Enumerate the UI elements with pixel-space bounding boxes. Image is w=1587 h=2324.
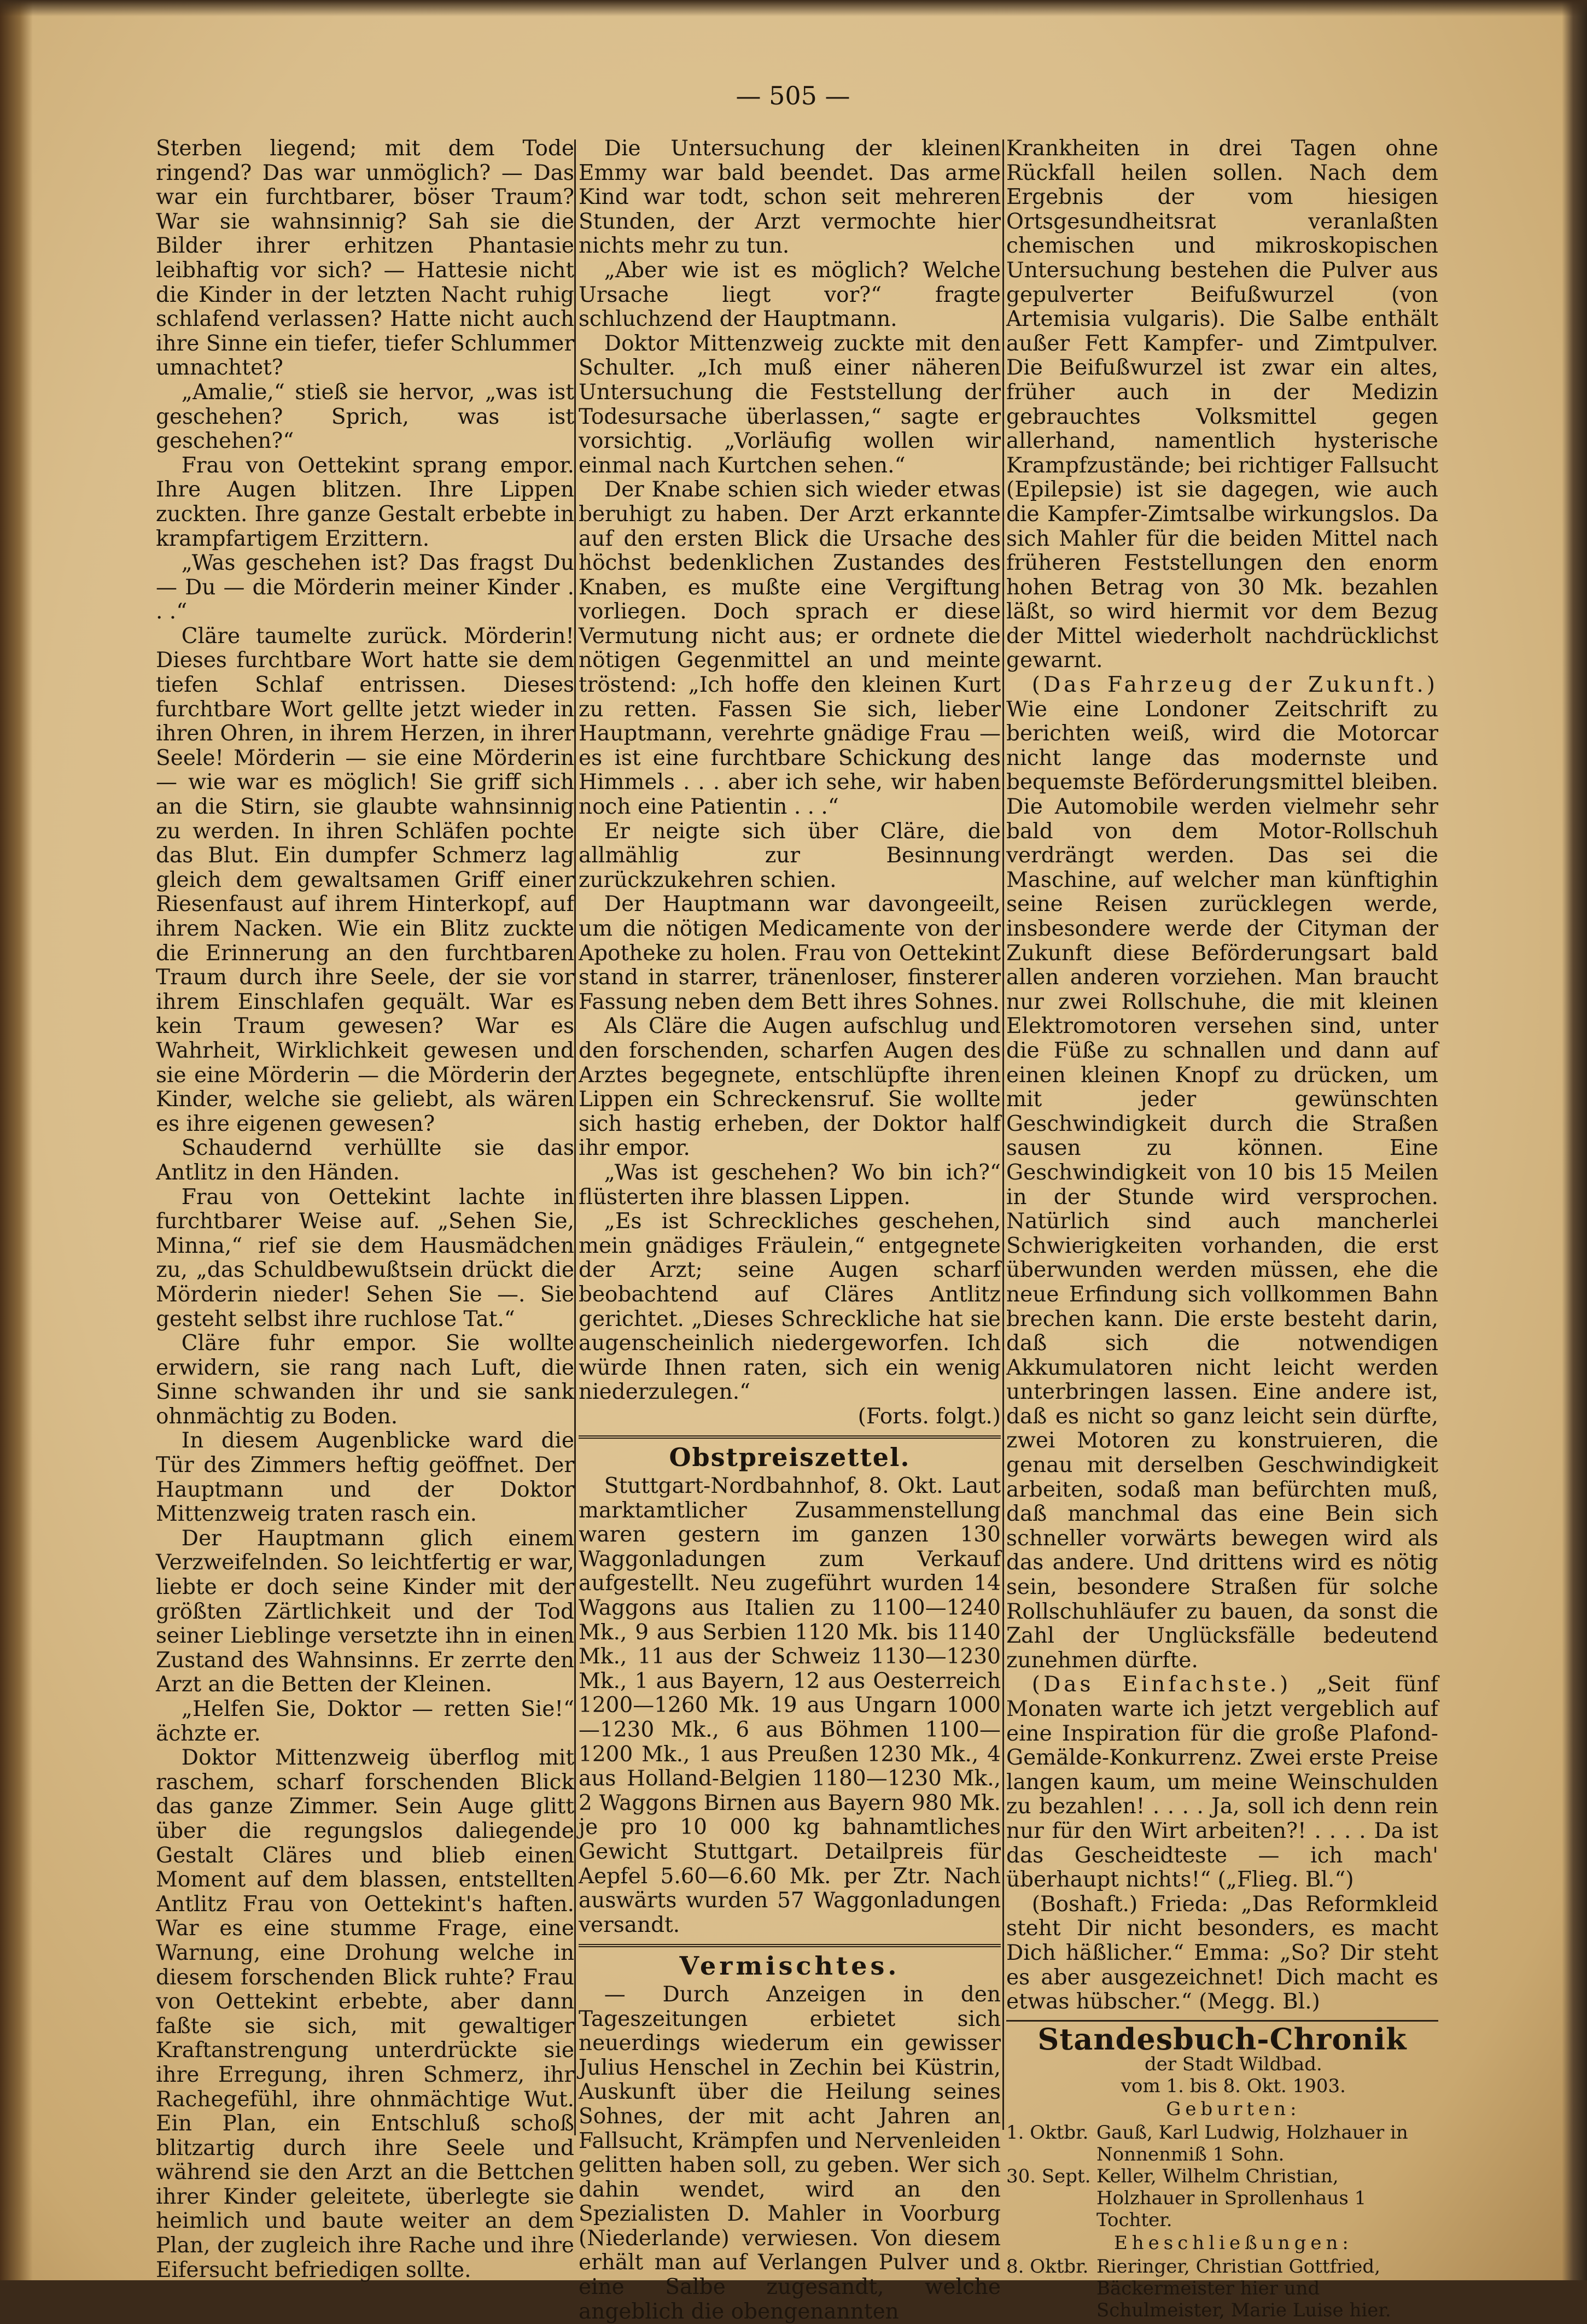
section-divider [579, 1435, 1001, 1439]
fahrzeug-label: (Das Fahrzeug der Zukunft.) [1031, 673, 1438, 698]
column-rule-1 [574, 139, 576, 2135]
story-continued-note: (Forts. folgt.) [857, 1404, 1001, 1429]
chronik-entry [1006, 2122, 1438, 2165]
story-paragraph: „Amalie,“ stieß sie hervor, „was ist geschehen? Sprich, was ist geschehen?“ [156, 379, 574, 454]
story-paragraph: Doktor Mittenzweig überflog mit raschem, scharf forschenden Blick das ganze Zimmer. Sein Auge glitt über die regungslos daliegende Gestalt Cläres und blieb einen Moment auf dem blassen, entstellten Antlitz Frau von Oettekint's haften. War es eine stumme Frage, eine Warnung, eine Drohung welche in diesem forschenden Blick ruhte? Frau von Oettekint erbebte, aber dann faßte sie sich, mit gewaltiger Kraftanstrengung unterdrückte sie ihre Erregung, ihren Schmerz, ihr Rachegefühl, ihre ohnmächtige Wut. Ein Plan, ein Entschluß schoß blitzartig durch ihre Seele und während sie den Arzt an die Bettchen ihrer Kinder geleitete, überlegte sie heimlich und baute weiter an dem Plan, der zugleich ihre Rache und ihre Eifersucht befriedigen sollte. [156, 1745, 574, 2282]
page-edge-shadow [1562, 0, 1587, 2280]
section-divider [579, 1944, 1001, 1947]
story-paragraph: Als Cläre die Augen aufschlug und den forschenden, scharfen Augen des Arztes begegnete, entschlüpfte ihren Lippen ein Schreckensruf. Sie wollte sich hastig erheben, der Doktor half ihr empor. [579, 1014, 1001, 1161]
vermischtes-paragraph: — Durch Anzeigen in den Tageszeitungen erbietet sich neuerdings wiederum ein gewisser Julius Henschel in Zechin bei Küstrin, Auskunft über die Heilung seines Sohnes, der mit acht Jahren an Fallsucht, Krämpfen und Nervenleiden gelitten haben soll, zu geben. Wer sich dahin wendet, wird an den Spezialisten D. Mahler in Voorburg (Niederlande) verwiesen. Von diesem erhält man auf Verlangen Pulver und eine Salbe zugesandt, welche angeblich die obengenannten [579, 1982, 1001, 2324]
page-spine-shadow [0, 0, 33, 2280]
boshaft-text: Frieda: „Das Reformkleid steht Dir nicht besonders, es macht Dich häßlicher.“ Emma: „So? Dir steht es aber ausgezeichnet! Dich macht es etwas hübscher.“ [1006, 1891, 1438, 2014]
entry-text: Keller, Wilhelm Christian, Holzhauer in Sprollenhaus 1 Tochter. [1096, 2165, 1367, 2231]
vermischtes-continuation: Krankheiten in drei Tagen ohne Rückfall heilen sollen. Nach dem Ergebnis der vom hiesigen Ortsgesundheitsrat veranlaßten chemischen und mikroskopischen Untersuchung bestehen die Pulver aus gepulverter Beifußwurzel (von Artemisia vulgaris). Die Salbe enthält außer Fett Kampfer- und Zimtpulver. Die Beifußwurzel ist zwar ein altes, früher auch in der Medizin gebrauchtes Volksmittel gegen allerhand, namentlich hysterische Krampfzustände; bei richtiger Fallsucht (Epilepsie) ist sie dagegen, wie auch die Kampfer-Zimtsalbe wirkungslos. Da sich Mahler für die beiden Mittel nach früheren Feststellungen den enorm hohen Betrag von 30 Mk. bezahlen läßt, so wird hiermit vor dem Bezug der Mittel wiederholt nachdrücklichst gewarnt. [1006, 136, 1438, 673]
column-3 [1006, 137, 1438, 2321]
page-top-edge [0, 0, 1587, 16]
chronik-town: der Stadt Wildbad. [1144, 2053, 1322, 2076]
entry-date: 8. Oktbr. [1006, 2255, 1089, 2278]
entry-date: 30. Sept. [1006, 2165, 1091, 2187]
story-paragraph: Schaudernd verhüllte sie das Antlitz in den Händen. [156, 1136, 574, 1185]
story-paragraph: „Aber wie ist es möglich? Welche Ursache liegt vor?“ fragte schluchzend der Hauptmann. [579, 258, 1001, 332]
story-paragraph: Die Untersuchung der kleinen Emmy war bald beendet. Das arme Kind war todt, schon seit mehreren Stunden, der Arzt vermochte hier nichts mehr zu tun. [579, 136, 1001, 259]
story-paragraph: „Was geschehen ist? Das fragst Du — Du — die Mörderin meiner Kinder . . .“ [156, 551, 574, 624]
chronik-entry [1006, 2165, 1438, 2231]
entry-date: 1. Oktbr. [1006, 2121, 1089, 2144]
column-rule-2 [1002, 139, 1004, 2130]
story-paragraph: Frau von Oettekint sprang empor. Ihre Augen blitzen. Ihre Lippen zuckten. Ihre ganze Gestalt erbebte in krampfartigem Erzittern. [156, 453, 574, 551]
obst-report: Stuttgart-Nordbahnhof, 8. Okt. Laut marktamtlicher Zusammenstellung waren gestern im ganzen 130 Waggonladungen zum Verkauf aufgestellt. Neu zugeführt wurden 14 Waggons aus Italien zu 1100—1240 Mk., 9 aus Serbien 1120 Mk. bis 1140 Mk., 11 aus der Schweiz 1130—1230 Mk., 1 aus Bayern, 12 aus Oesterreich 1200—1260 Mk. 19 aus Ungarn 1000—1230 Mk., 6 aus Böhmen 1100—1200 Mk., 1 aus Preußen 1230 Mk., 4 aus Holland-Belgien 1180—1230 Mk., 2 Waggons Birnen aus Bayern 980 Mk. je pro 10 000 kg bahnamtliches Gewicht Stuttgart. Detailpreis für Aepfel 5.60—6.60 Mk. per Ztr. Nach auswärts wurden 57 Waggonladungen versandt. [579, 1474, 1001, 1937]
page-number: — 505 — [736, 81, 850, 110]
story-paragraph: In diesem Augenblicke ward die Tür des Zimmers heftig geöffnet. Der Hauptmann und der Doktor Mittenzweig traten rasch ein. [156, 1428, 574, 1527]
geburten-label: Geburten: [1166, 2098, 1301, 2121]
story-paragraph: Der Hauptmann war davongeeilt, um die nötigen Medicamente von der Apotheke zu holen. Frau von Oettekint stand in starrer, tränenloser, finsterer Fassung neben dem Bett ihres Sohnes. [579, 892, 1001, 1014]
story-paragraph: „Helfen Sie, Doktor — retten Sie!“ ächzte er. [156, 1697, 574, 1746]
story-paragraph: „Es ist Schreckliches geschehen, mein gnädiges Fräulein,“ entgegnete der Arzt; seine Augen scharf beobachtend auf Cläres Antlitz gerichtet. „Dieses Schreckliche hat sie augenscheinlich niedergeworfen. Ich würde Ihnen raten, sich ein wenig niederzulegen.“ [579, 1209, 1001, 1405]
eheschliessungen-label: Eheschließungen: [1113, 2232, 1353, 2254]
column-1-story [156, 137, 574, 2282]
boshaft-label: (Boshaft.) [1031, 1891, 1138, 1917]
boshaft-source: (Megg. Bl.) [1199, 1989, 1320, 2014]
einfachste-label: (Das Einfachste.) [1031, 1672, 1292, 1697]
story-paragraph: Cläre taumelte zurück. Mörderin! Dieses furchtbare Wort hatte sie dem tiefen Schlaf entrissen. Dieses furchtbare Wort gellte jetzt wieder in ihren Ohren, in ihrem Herzen, in ihrer Seele! Mörderin — sie eine Mörderin — wie war es möglich! Sie griff sich an die Stirn, sie glaubte wahnsinnig zu werden. In ihren Schläfen pochte das Blut. Ein dumpfer Schmerz lag gleich dem gewaltsamen Griff einer Riesenfaust auf ihrem Hinterkopf, auf ihrem Nacken. Wie ein Blitz zuckte die Erinnerung an den furchtbaren Traum durch ihre Seele, der sie vor ihrem Einschlafen gequält. War es kein Traum gewesen? War es Wahrheit, Wirklichkeit gewesen und sie eine Mörderin — die Mörderin der Kinder, welche sie geliebt, als wären es ihre eigenen gewesen? [156, 623, 574, 1136]
story-paragraph: Er neigte sich über Cläre, die allmählig zur Besinnung zurückzukehren schien. [579, 819, 1001, 892]
column-2 [579, 137, 1001, 2324]
story-paragraph: Cläre fuhr empor. Sie wollte erwidern, sie rang nach Luft, die Sinne schwanden ihr und sie sank ohnmächtig zu Boden. [156, 1331, 574, 1429]
chronik-date-range: vom 1. bis 8. Okt. 1903. [1121, 2075, 1346, 2098]
entry-text: Rieringer, Christian Gottfried, Bäckermeister hier und Schulmeister, Marie Luise hier. [1096, 2255, 1391, 2321]
story-paragraph: Frau von Oettekint lachte in furchtbarer Weise auf. „Sehen Sie, Minna,“ rief sie dem Hausmädchen zu, „das Schuldbewußtsein drückt die Mörderin nieder! Sehen Sie —. Sie gesteht selbst ihre ruchlose Tat.“ [156, 1184, 574, 1332]
story-paragraph: Sterben liegend; mit dem Tode ringend? Das war unmöglich? — Das war ein furchtbarer, böser Traum? War sie wahnsinnig? Sah sie die Bilder ihrer erhitzen Phantasie leibhaftig vor sich? — Hattesie nicht die Kinder in der letzten Nacht ruhig schlafend verlassen? Hatte nicht auch ihre Sinne ein tiefer, tiefer Schlummer umnachtet? [156, 136, 574, 381]
chronik-entry [1006, 2256, 1438, 2321]
fahrzeug-text: Wie eine Londoner Zeitschrift zu berichten weiß, wird die Motorcar nicht lange das modernste und bequemste Beförderungsmittel bleiben. Die Automobile werden vielmehr sehr bald von dem Motor-Rollschuh verdrängt werden. Das sei die Maschine, auf welcher man künftighin seine Reisen zurücklegen werde, insbesondere werde der Cityman der Zukunft diese Beförderungsart bald allen anderen vorziehen. Man braucht nur zwei Rollschuhe, die mit kleinen Elektromotoren versehen sind, unter die Füße zu schnallen und dann auf einen kleinen Knopf zu drücken, um mit jeder gewünschten Geschwindigkeit durch die Straßen sausen zu können. Eine Geschwindigkeit von 10 bis 15 Meilen in der Stunde wird versprochen. Natürlich sind auch mancherlei Schwierigkeiten vorhanden, die erst überwunden werden müssen, ehe die neue Erfindung sich vollkommen Bahn brechen kann. Die erste besteht darin, daß sich die notwendigen Akkumulatoren nicht leicht werden unterbringen lassen. Eine andere ist, daß es nicht so ganz leicht sein dürfte, zwei Motoren zu konstruieren, die genau mit derselben Geschwindigkeit arbeiten, sodaß man befürchten muß, daß manchmal das eine Bein sich schneller vorwärts bewegen wird als das andere. Und drittens wird es nötig sein, besondere Straßen für solche Rollschuhläufer zu bauen, da sonst die Zahl der Unglücksfälle bedeutend zunehmen dürfte. [1006, 697, 1438, 1673]
chronik-heading: Standesbuch-Chronik [1037, 2021, 1407, 2057]
einfachste-source: („Flieg. Bl.“) [1217, 1867, 1354, 1893]
vermischtes-heading: Vermischtes. [679, 1951, 900, 1981]
entry-text: Gauß, Karl Ludwig, Holzhauer in Nonnenmiß 1 Sohn. [1096, 2121, 1408, 2165]
einfachste-text: „Seit fünf Monaten warte ich jetzt vergeblich auf eine Inspiration für die große Plafond-Gemälde-Konkurrenz. Zwei erste Preise langen kaum, um meine Weinschulden zu bezahlen! . . . . Ja, soll ich denn rein nur für den Wirt arbeiten?! . . . . Da ist das Gescheidteste — ich mach' überhaupt nichts!“ [1006, 1672, 1438, 1893]
story-paragraph: „Was ist geschehen? Wo bin ich?“ flüsterten ihre blassen Lippen. [579, 1160, 1001, 1210]
story-paragraph: Doktor Mittenzweig zuckte mit den Schulter. „Ich muß einer näheren Untersuchung die Feststellung der Todesursache überlassen,“ sagte er vorsichtig. „Vorläufig wollen wir einmal nach Kurtchen sehen.“ [579, 331, 1001, 478]
story-paragraph: Der Knabe schien sich wieder etwas beruhigt zu haben. Der Arzt erkannte auf den ersten Blick die Ursache des höchst bedenklichen Zustandes des Knaben, es mußte eine Vergiftung vorliegen. Doch sprach er diese Vermutung nicht aus; er ordnete die nötigen Gegenmittel an und meinte tröstend: „Ich hoffe den kleinen Kurt zu retten. Fassen Sie sich, lieber Hauptmann, verehrte gnädige Frau — es ist eine furchtbare Schickung des Himmels . . . aber ich sehe, wir haben noch eine Patientin . . .“ [579, 477, 1001, 820]
obst-heading: Obstpreiszettel. [669, 1443, 911, 1473]
story-paragraph: Der Hauptmann glich einem Verzweifelnden. So leichtfertig er war, liebte er doch seine Kinder mit der größten Zärtlichkeit und der Tod seiner Lieblinge versetzte ihn in einen Zustand des Wahnsinns. Er zerrte den Arzt an die Betten der Kleinen. [156, 1526, 574, 1697]
